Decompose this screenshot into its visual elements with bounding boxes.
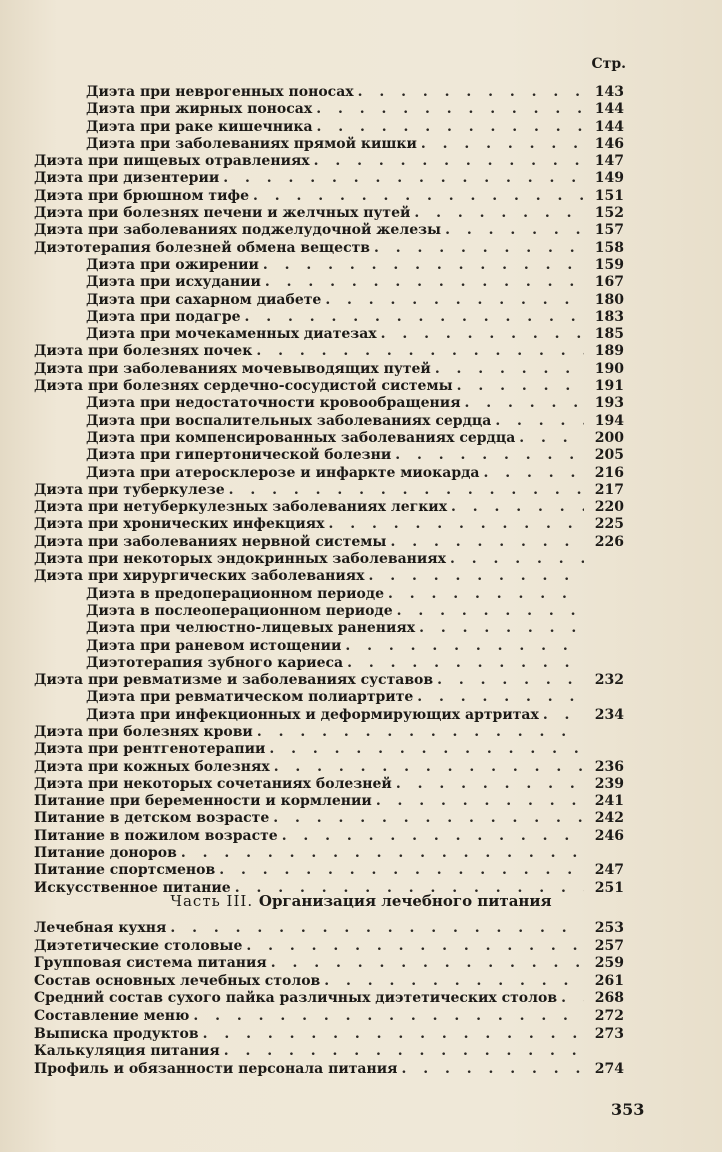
toc-entry	[34, 990, 624, 1008]
dot-leader	[263, 257, 584, 274]
toc-entry	[34, 170, 624, 187]
toc-entry-page: 261	[594, 972, 624, 989]
dot-leader	[269, 741, 584, 758]
dot-leader	[257, 724, 584, 741]
toc-entry-page: 236	[594, 758, 624, 775]
toc-entry	[34, 689, 624, 706]
page-column-header: Стр.	[591, 56, 626, 72]
toc-entry	[34, 101, 624, 118]
toc-entry-title: Диэта в послеоперационном периоде	[86, 602, 393, 619]
dot-leader	[388, 586, 584, 603]
dot-leader	[246, 938, 584, 956]
toc-entry	[34, 551, 624, 568]
toc-entry-title: Диэта при болезнях печени и желчных путей	[34, 205, 411, 222]
toc-entry	[34, 188, 624, 205]
dot-leader	[271, 955, 584, 973]
toc-entry-title: Питание в детском возрасте	[34, 810, 270, 827]
dot-leader	[219, 862, 584, 879]
dot-leader	[561, 990, 584, 1008]
toc-list	[34, 84, 624, 897]
dot-leader	[245, 309, 584, 326]
toc-entry-page: 205	[594, 447, 624, 464]
toc-entry-page: 268	[594, 990, 624, 1007]
toc-entry	[34, 973, 624, 991]
toc-entry-title: Диэта при недостаточности кровообращения	[86, 395, 461, 412]
toc-entry-title: Диэта при некоторых сочетаниях болезней	[34, 775, 392, 792]
toc-entry	[34, 534, 624, 551]
toc-entry-title: Составление меню	[34, 1007, 190, 1024]
toc-entry-title: Диэта при ревматизме и заболеваниях суставов	[34, 672, 434, 689]
dot-leader	[397, 603, 584, 620]
toc-entry-title: Диэта при ожирении	[86, 256, 259, 273]
dot-leader	[181, 845, 584, 862]
dot-leader	[193, 1008, 584, 1026]
toc-entry-title: Диэта при воспалительных заболеваниях сердца	[86, 412, 492, 429]
toc-entry-title: Диэта при жирных поносах	[86, 101, 313, 118]
toc-entry-title: Лечебная кухня	[34, 920, 167, 936]
toc-entry-page: 191	[594, 378, 624, 395]
toc-entry-title: Диэта при инфекционных и деформирующих артритах	[86, 706, 539, 723]
dot-leader	[223, 170, 584, 187]
toc-entry	[34, 776, 624, 793]
toc-entry-page: 242	[594, 810, 624, 827]
toc-entry	[34, 828, 624, 845]
toc-entry-title: Диэта при хирургических заболеваниях	[34, 568, 365, 585]
toc-entry	[34, 343, 624, 360]
toc-entry-page: 259	[594, 955, 624, 972]
dot-leader	[324, 973, 584, 991]
dot-leader	[495, 413, 584, 430]
toc-entry	[34, 257, 624, 274]
dot-leader	[253, 188, 584, 205]
dot-leader	[229, 482, 584, 499]
dot-leader	[419, 620, 584, 637]
toc-entry-title: Диэта при раневом истощении	[86, 637, 342, 654]
toc-entry-page: 158	[594, 239, 624, 256]
toc-entry-title: Диэта при гипертонической болезни	[86, 447, 392, 464]
toc-entry	[34, 274, 624, 291]
dot-leader	[325, 292, 584, 309]
dot-leader	[390, 534, 584, 551]
toc-entry	[34, 759, 624, 776]
toc-entry-page: 144	[594, 118, 624, 135]
toc-entry-title: Диэта при неврогенных поносах	[86, 84, 354, 100]
toc-entry	[34, 326, 624, 343]
toc-entry	[34, 465, 624, 482]
dot-leader	[519, 430, 584, 447]
toc-entry-page: 190	[594, 360, 624, 377]
toc-entry-page: 220	[594, 499, 624, 516]
dot-leader	[543, 707, 584, 724]
dot-leader	[451, 499, 584, 516]
toc-entry-page: 273	[594, 1025, 624, 1042]
dot-leader	[368, 568, 584, 585]
toc-entry-title: Диэта при компенсированных заболеваниях сердца	[86, 429, 516, 446]
toc-entry-title: Диэта при подагре	[86, 308, 241, 325]
toc-entry-title: Диэта в предоперационном периоде	[86, 585, 385, 602]
part-label: Часть III.	[170, 892, 254, 910]
toc-entry	[34, 741, 624, 758]
toc-entry-page: 234	[594, 706, 624, 723]
dot-leader	[435, 361, 584, 378]
dot-leader	[314, 153, 584, 170]
dot-leader	[381, 326, 584, 343]
toc-entry	[34, 1026, 624, 1044]
toc-entry-page: 185	[594, 326, 624, 343]
toc-entry-page: 183	[594, 308, 624, 325]
toc-entry-title: Диэта при нетуберкулезных заболеваниях легких	[34, 499, 448, 516]
toc-entry	[34, 568, 624, 585]
dot-leader	[421, 136, 584, 153]
part-title: Организация лечебного питания	[258, 892, 552, 910]
dot-leader	[414, 205, 584, 222]
toc-entry	[34, 395, 624, 412]
toc-entry	[34, 499, 624, 516]
dot-leader	[437, 672, 584, 689]
toc-entry-page: 239	[594, 775, 624, 792]
toc-entry-title: Питание при беременности и кормлении	[34, 793, 372, 810]
toc-entry-page: 217	[594, 481, 624, 498]
dot-leader	[445, 222, 584, 239]
dot-leader	[376, 793, 584, 810]
toc-entry-title: Диэта при рентгенотерапии	[34, 741, 266, 758]
toc-entry-page: 272	[594, 1007, 624, 1024]
toc-entry-title: Диэта при кожных болезнях	[34, 758, 270, 775]
page-number: 353	[611, 1100, 645, 1119]
toc-entry-page: 147	[594, 153, 624, 170]
toc-entry	[34, 119, 624, 136]
dot-leader	[347, 655, 584, 672]
toc-entry-title: Диэта при заболеваниях нервной системы	[34, 533, 387, 550]
toc-entry-title: Диэта при хронических инфекциях	[34, 516, 325, 533]
toc-entry-page: 159	[594, 256, 624, 273]
toc-entry	[34, 810, 624, 827]
dot-leader	[374, 240, 584, 257]
toc-entry	[34, 1061, 624, 1079]
toc-entry-title: Диэтотерапия зубного кариеса	[86, 654, 344, 671]
dot-leader	[256, 343, 584, 360]
toc-entry-page: 200	[594, 429, 624, 446]
toc-entry	[34, 292, 624, 309]
dot-leader	[203, 1026, 584, 1044]
toc-entry-title: Диэта при атеросклерозе и инфаркте миокарда	[86, 464, 480, 481]
toc-entry-page: 167	[594, 274, 624, 291]
dot-leader	[316, 101, 584, 118]
toc-entry-page: 189	[594, 343, 624, 360]
dot-leader	[317, 119, 584, 136]
toc-entry	[34, 482, 624, 499]
toc-entry-title: Групповая система питания	[34, 955, 267, 972]
toc-entry-title: Искусственное питание	[34, 879, 231, 896]
toc-entry-page: 251	[594, 879, 624, 896]
toc-entry	[34, 603, 624, 620]
toc-entry-page: 257	[594, 937, 624, 954]
dot-leader	[401, 1061, 584, 1079]
toc-entry-page: 253	[594, 920, 624, 936]
toc-entry-page: 241	[594, 793, 624, 810]
dot-leader	[450, 551, 584, 568]
dot-leader	[395, 447, 584, 464]
dot-leader	[328, 516, 584, 533]
toc-entry-title: Диэта при заболеваниях мочевыводящих путей	[34, 360, 431, 377]
toc-entry-title: Диэта при раке кишечника	[86, 118, 313, 135]
toc-entry-title: Диэта при исхудании	[86, 274, 261, 291]
toc-entry-page: 143	[594, 84, 624, 100]
toc-entry-title: Диэта при челюстно-лицевых ранениях	[86, 620, 416, 637]
toc-entry-page: 180	[594, 291, 624, 308]
toc-entry	[34, 153, 624, 170]
toc-entry	[34, 413, 624, 430]
toc-entry	[34, 707, 624, 724]
toc-entry-page: 225	[594, 516, 624, 533]
dot-leader	[417, 689, 584, 706]
toc-entry-title: Диэта при брюшном тифе	[34, 187, 250, 204]
toc-entry	[34, 672, 624, 689]
toc-entry-page: 274	[594, 1060, 624, 1077]
toc-entry-title: Диэта при туберкулезе	[34, 481, 225, 498]
toc-entry	[34, 516, 624, 533]
toc-entry	[34, 309, 624, 326]
toc-entry	[34, 222, 624, 239]
toc-entry-page: 232	[594, 672, 624, 689]
toc-entry-title: Диэта при сахарном диабете	[86, 291, 322, 308]
toc-entry-title: Диэта при болезнях почек	[34, 343, 253, 360]
toc-entry-page: 157	[594, 222, 624, 239]
toc-entry-title: Питание доноров	[34, 845, 177, 862]
dot-leader	[273, 810, 584, 827]
toc-entry	[34, 136, 624, 153]
toc-entry-title: Средний состав сухого пайка различных диэтетических столов	[34, 990, 558, 1007]
dot-leader	[457, 378, 584, 395]
toc-entry-title: Диэта при дизентерии	[34, 170, 220, 187]
toc-entry	[34, 1043, 624, 1061]
toc-entry	[34, 447, 624, 464]
toc-entry-page: 226	[594, 533, 624, 550]
toc-entry-title: Питание в пожилом возрасте	[34, 827, 278, 844]
toc-entry	[34, 1008, 624, 1026]
toc-entry-title: Питание спортсменов	[34, 862, 216, 879]
toc-entry-page: 216	[594, 464, 624, 481]
part-heading	[0, 892, 722, 910]
toc-entry-title: Диэта при некоторых эндокринных заболеваниях	[34, 551, 446, 568]
dot-leader	[265, 274, 584, 291]
toc-entry	[34, 586, 624, 603]
toc-entry	[34, 793, 624, 810]
toc-list-part-3	[34, 920, 624, 1078]
dot-leader	[282, 828, 584, 845]
toc-entry	[34, 430, 624, 447]
toc-entry	[34, 655, 624, 672]
toc-entry	[34, 205, 624, 222]
toc-entry-page: 193	[594, 395, 624, 412]
toc-entry	[34, 84, 624, 101]
toc-entry-title: Диэта при болезнях сердечно-сосудистой системы	[34, 378, 453, 395]
toc-entry-page: 246	[594, 827, 624, 844]
dot-leader	[274, 759, 584, 776]
toc-entry-page: 152	[594, 205, 624, 222]
toc-entry	[34, 845, 624, 862]
toc-entry-page: 144	[594, 101, 624, 118]
dot-leader	[358, 84, 584, 101]
toc-entry-page: 151	[594, 187, 624, 204]
toc-entry-title: Диэта при ревматическом полиартрите	[86, 689, 414, 706]
toc-entry-title: Диэта при заболеваниях поджелудочной железы	[34, 222, 442, 239]
toc-entry-title: Состав основных лечебных столов	[34, 972, 321, 989]
toc-entry-page: 194	[594, 412, 624, 429]
toc-entry	[34, 920, 624, 938]
toc-entry-title: Выписка продуктов	[34, 1025, 199, 1042]
toc-entry-title: Диэта при заболеваниях прямой кишки	[86, 135, 417, 152]
toc-entry-title: Диэта при пищевых отравлениях	[34, 153, 310, 170]
toc-entry-page: 247	[594, 862, 624, 879]
toc-entry-page: 146	[594, 135, 624, 152]
dot-leader	[224, 1043, 584, 1061]
toc-entry	[34, 938, 624, 956]
dot-leader	[465, 395, 584, 412]
toc-entry-title: Диэта при мочекаменных диатезах	[86, 326, 377, 343]
toc-entry-title: Диэта при болезнях крови	[34, 723, 253, 740]
toc-entry-title: Диэтотерапия болезней обмена веществ	[34, 239, 371, 256]
toc-entry	[34, 955, 624, 973]
dot-leader	[396, 776, 584, 793]
toc-entry	[34, 361, 624, 378]
toc-entry	[34, 378, 624, 395]
toc-entry-title: Калькуляция питания	[34, 1043, 220, 1060]
toc-entry-title: Профиль и обязанности персонала питания	[34, 1060, 398, 1077]
dot-leader	[170, 920, 584, 938]
toc-entry	[34, 240, 624, 257]
toc-entry-page: 149	[594, 170, 624, 187]
toc-entry	[34, 638, 624, 655]
dot-leader	[345, 638, 584, 655]
toc-entry	[34, 620, 624, 637]
dot-leader	[484, 465, 584, 482]
toc-entry	[34, 724, 624, 741]
toc-entry	[34, 862, 624, 879]
toc-entry-title: Диэтетические столовые	[34, 937, 243, 954]
